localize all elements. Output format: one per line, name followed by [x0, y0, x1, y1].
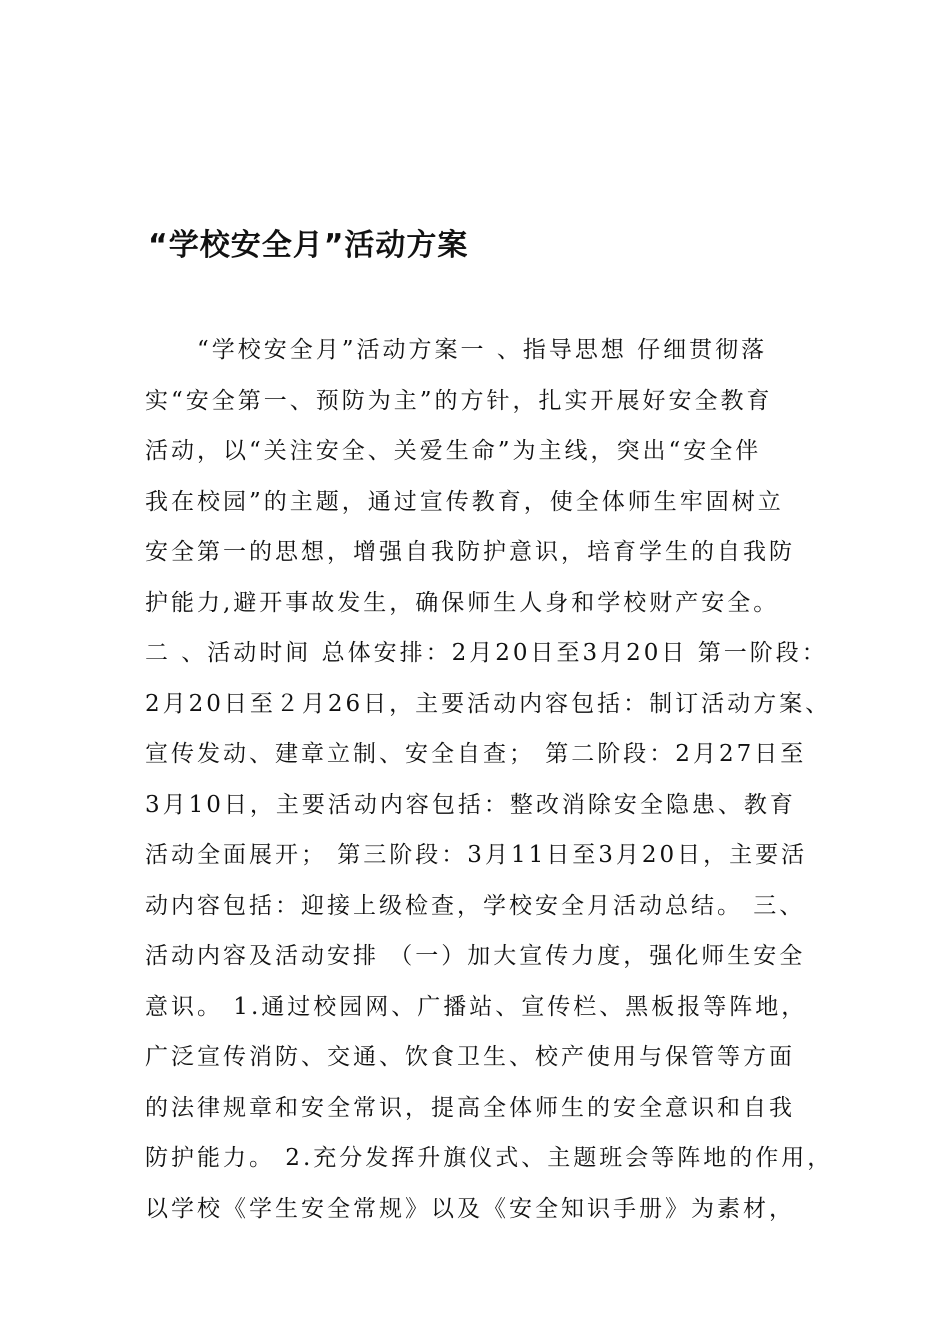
- body-line: 3月10日，主要活动内容包括：整改消除安全隐患、教育: [145, 791, 796, 818]
- body-line: 广泛宣传消防、交通、饮食卫生、校产使用与保管等方面: [145, 1044, 795, 1070]
- body-line: 实“安全第一、预防为主”的方针，扎实开展好安全教育: [145, 387, 773, 414]
- body-line: 宣传发动、建章立制、安全自查； 第二阶段：2月27日至: [145, 741, 807, 767]
- body-line: 我在校园”的主题，通过宣传教育，使全体师生牢固树立: [145, 488, 784, 515]
- body-line: 意识。 1.通过校园网、广播站、宣传栏、黑板报等阵地，: [145, 993, 808, 1020]
- document-body: [145, 330, 845, 1239]
- body-line: 动内容包括：迎接上级检查，学校安全月活动总结。 三、: [145, 892, 806, 919]
- document-title: “学校安全月”活动方案: [148, 228, 469, 263]
- body-line: 活动内容及活动安排 （一）加大宣传力度，强化师生安全: [145, 943, 806, 969]
- body-line: 二 、活动时间 总体安排：2月20日至3月20日 第一阶段：: [145, 640, 828, 666]
- body-line: 防护能力。 2.充分发挥升旗仪式、主题班会等阵地的作用，: [145, 1145, 834, 1171]
- body-line: 2月20日至２月26日，主要活动内容包括：制订活动方案、: [145, 690, 832, 717]
- body-line: 护能力,避开事故发生，确保师生人身和学校财产安全。: [145, 589, 780, 616]
- body-line: 活动全面展开； 第三阶段：3月11日至3月20日，主要活: [145, 842, 808, 868]
- body-line: 以学校《学生安全常规》以及《安全知识手册》为素材，: [145, 1195, 795, 1222]
- body-line: 的法律规章和安全常识，提高全体师生的安全意识和自我: [145, 1094, 795, 1121]
- body-line: 活动，以“关注安全、关爱生命”为主线，突出“安全伴: [145, 438, 762, 464]
- body-line: 安全第一的思想，增强自我防护意识，培育学生的自我防: [145, 539, 795, 565]
- body-line: “学校安全月”活动方案一 、指导思想 仔细贯彻落: [145, 337, 768, 363]
